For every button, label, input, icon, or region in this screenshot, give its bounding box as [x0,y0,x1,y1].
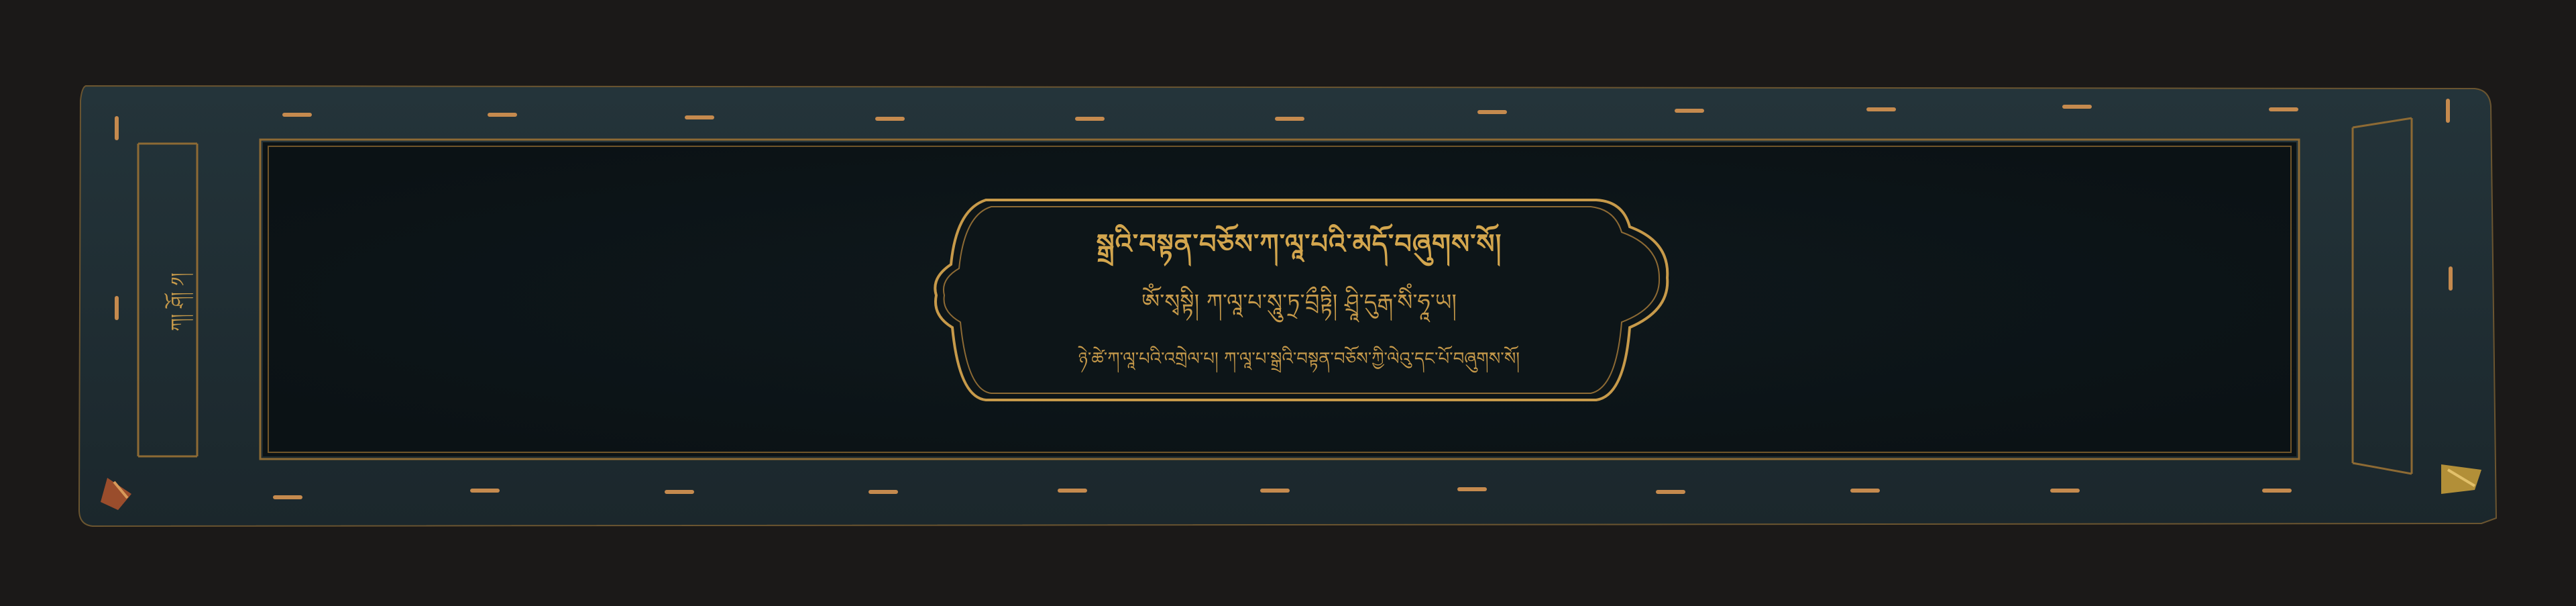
margin-label: ཀ། ཤོ། ༡། [167,272,189,332]
cartouche-line-3: ཉེ་ཚེ་ཀ་ལཱ་པའི་འགྲེལ་པ། ཀ་ལཱ་པ་སྒྲའི་བསྟན་བཅོས་ཀྱི་ལེའུ་དང་པོ་བཞུགས་སོ། [1078,349,1520,369]
cartouche-line-2: ཨོཾ་སྭསྟི། ཀ་ལཱ་པ་སཱུ་ཏྲ་བྲྀཏྟི། ཤྲཱི་དུརྒ་སིཾ་ཧཱ་ཡ། [1141,289,1457,316]
cartouche-line-1: སྒྲའི་བསྟན་བཅོས་ཀ་ལཱ་པའི་མདོ་བཞུགས་སོ། [1096,228,1502,260]
